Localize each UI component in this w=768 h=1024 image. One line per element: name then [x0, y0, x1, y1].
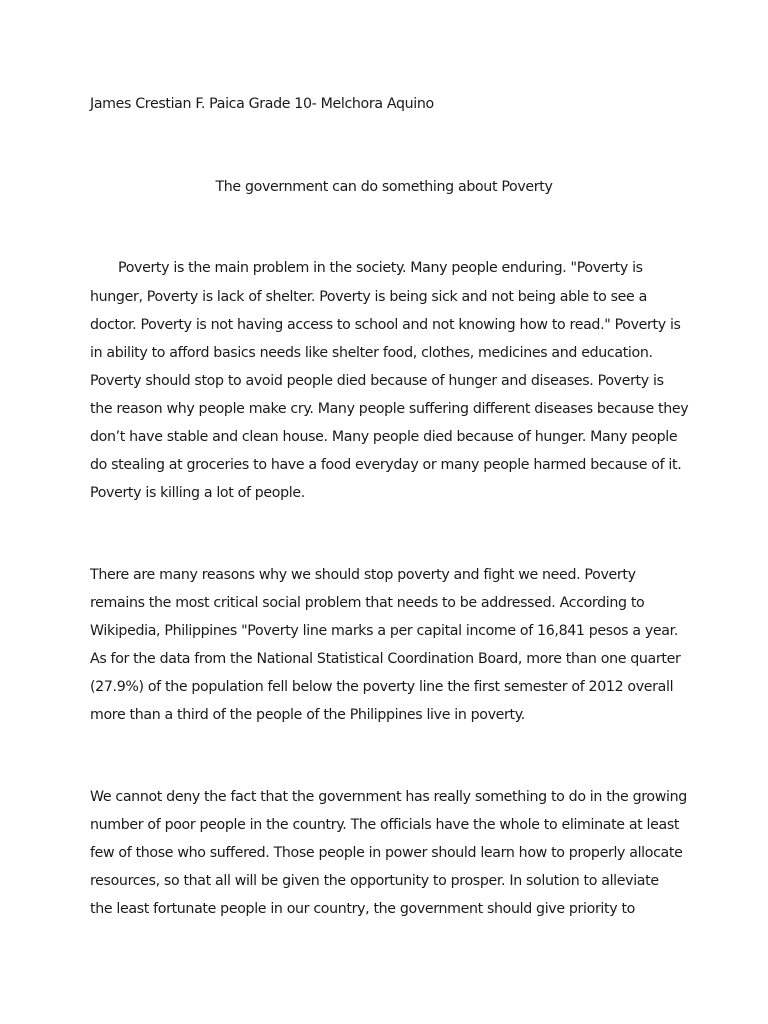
paragraph-3-line-5: the least fortunate people in our country, the government should give priority to — [90, 901, 635, 917]
paragraph-2-line-6: more than a third of the people of the Philippines live in poverty. — [90, 707, 525, 723]
essay-title: The government can do something about Poverty — [215, 179, 553, 195]
paragraph-1-line-4: in ability to afford basics needs like shelter food, clothes, medicines and education. — [90, 345, 653, 361]
paragraph-2-line-3: Wikipedia, Philippines "Poverty line marks a per capital income of 16,841 pesos a year. — [90, 623, 678, 639]
paragraph-3-line-2: number of poor people in the country. The officials have the whole to eliminate at least — [90, 817, 680, 833]
paragraph-2-line-1: There are many reasons why we should stop poverty and fight we need. Poverty — [90, 567, 636, 583]
paragraph-1-line-1: Poverty is the main problem in the society. Many people enduring. "Poverty is — [118, 260, 643, 276]
author-header: James Crestian F. Paica Grade 10- Melchora Aquino — [90, 96, 434, 112]
paragraph-1-line-2: hunger, Poverty is lack of shelter. Poverty is being sick and not being able to see a — [90, 289, 647, 305]
paragraph-3-line-4: resources, so that all will be given the opportunity to prosper. In solution to alleviate — [90, 873, 659, 889]
paragraph-2-line-5: (27.9%) of the population fell below the poverty line the first semester of 2012 overall — [90, 679, 674, 695]
paragraph-1-line-6: the reason why people make cry. Many people suffering different diseases because they — [90, 401, 689, 417]
paragraph-2-line-2: remains the most critical social problem that needs to be addressed. According to — [90, 595, 645, 611]
paragraph-1-line-9: Poverty is killing a lot of people. — [90, 485, 305, 501]
paragraph-2-line-4: As for the data from the National Statistical Coordination Board, more than one quarter — [90, 651, 681, 667]
paragraph-3-line-3: few of those who suffered. Those people in power should learn how to properly allocate — [90, 845, 683, 861]
paragraph-1-line-8: do stealing at groceries to have a food everyday or many people harmed because of it. — [90, 457, 682, 473]
paragraph-1-line-3: doctor. Poverty is not having access to school and not knowing how to read." Poverty is — [90, 317, 681, 333]
paragraph-1-line-7: don’t have stable and clean house. Many people died because of hunger. Many people — [90, 429, 678, 445]
paragraph-1-line-5: Poverty should stop to avoid people died because of hunger and diseases. Poverty is — [90, 373, 664, 389]
paragraph-3-line-1: We cannot deny the fact that the government has really something to do in the growing — [90, 789, 687, 805]
